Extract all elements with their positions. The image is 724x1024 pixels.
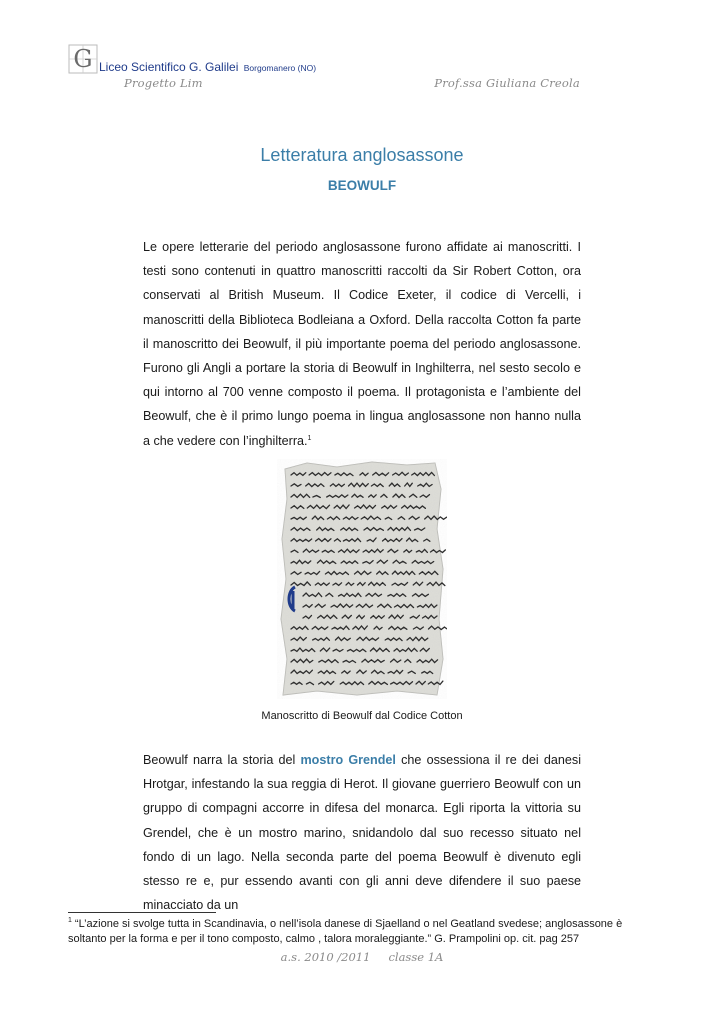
manuscript-image	[277, 459, 447, 699]
page-footer	[0, 950, 724, 964]
footnote-number: 1	[68, 917, 72, 925]
school-title: Liceo Scientifico G. Galilei	[99, 60, 239, 74]
school-logo	[68, 44, 98, 74]
intro-paragraph	[143, 235, 581, 453]
footnote-reference: 1	[307, 434, 312, 442]
story-text-after: che ossessiona il re dei danesi Hrotgar, infestando la sua reggia di Herot. Il giovane guerriero Beowulf con un gruppo di compagni accorre in difesa del monarca. Egli riporta la vittoria su Grendel, che è un mostro marino, snidandolo dal suo recesso situato nel fondo di un lago. Nella seconda parte del poema Beowulf è divenuto egli stesso re e, pur essendo avanti con gli anni deve difendere il suo paese minacciato da un	[143, 753, 581, 913]
project-label: Progetto Lim	[124, 76, 203, 90]
teacher-name: Prof.ssa Giuliana Creola	[434, 76, 580, 90]
footnote-separator	[68, 912, 216, 913]
school-place: Borgomanero (NO)	[243, 63, 317, 73]
intro-text: Le opere letterarie del periodo anglosassone furono affidate ai manoscritti. I testi sono contenuti in quattro manoscritti raccolti da Sir Robert Cotton, ora conservati al British Museum. Il Codice Exeter, il codice di Vercelli, i manoscritti della Biblioteca Bodleiana a Oxford. Della raccolta Cotton fa parte il manoscritto dei Beowulf, il più importante poema del periodo anglosassone. Furono gli Angli a portare la storia di Beowulf in Inghilterra, nel sesto secolo e qui intorno al 700 venne composto il poema. Il protagonista e l’ambiente del Beowulf, che è il primo lungo poema in lingua anglosassone non hanno nulla a che vedere con l’inghilterra.	[143, 240, 581, 448]
class-label: classe 1A	[388, 950, 444, 964]
page-subtitle: BEOWULF	[327, 178, 397, 193]
figure-caption: Manoscritto di Beowulf dal Codice Cotton	[261, 710, 463, 722]
footnote	[68, 917, 628, 947]
svg-text:G: G	[73, 45, 93, 73]
school-year: a.s. 2010 /2011	[280, 950, 371, 964]
story-paragraph	[143, 748, 581, 917]
footnote-text: “L’azione si svolge tutta in Scandinavia, o nell’isola danese di Sjaelland o nel Geatland svedese; anglosassone è soltanto per la forma e per il tono composto, calmo , talora moraleggiante.” G. Prampolini op. cit. pag 257	[68, 918, 623, 945]
school-name	[99, 60, 316, 74]
grendel-link[interactable]: mostro Grendel	[300, 753, 396, 767]
story-text-before: Beowulf narra la storia del	[143, 753, 301, 767]
page-title: Letteratura anglosassone	[260, 145, 464, 165]
